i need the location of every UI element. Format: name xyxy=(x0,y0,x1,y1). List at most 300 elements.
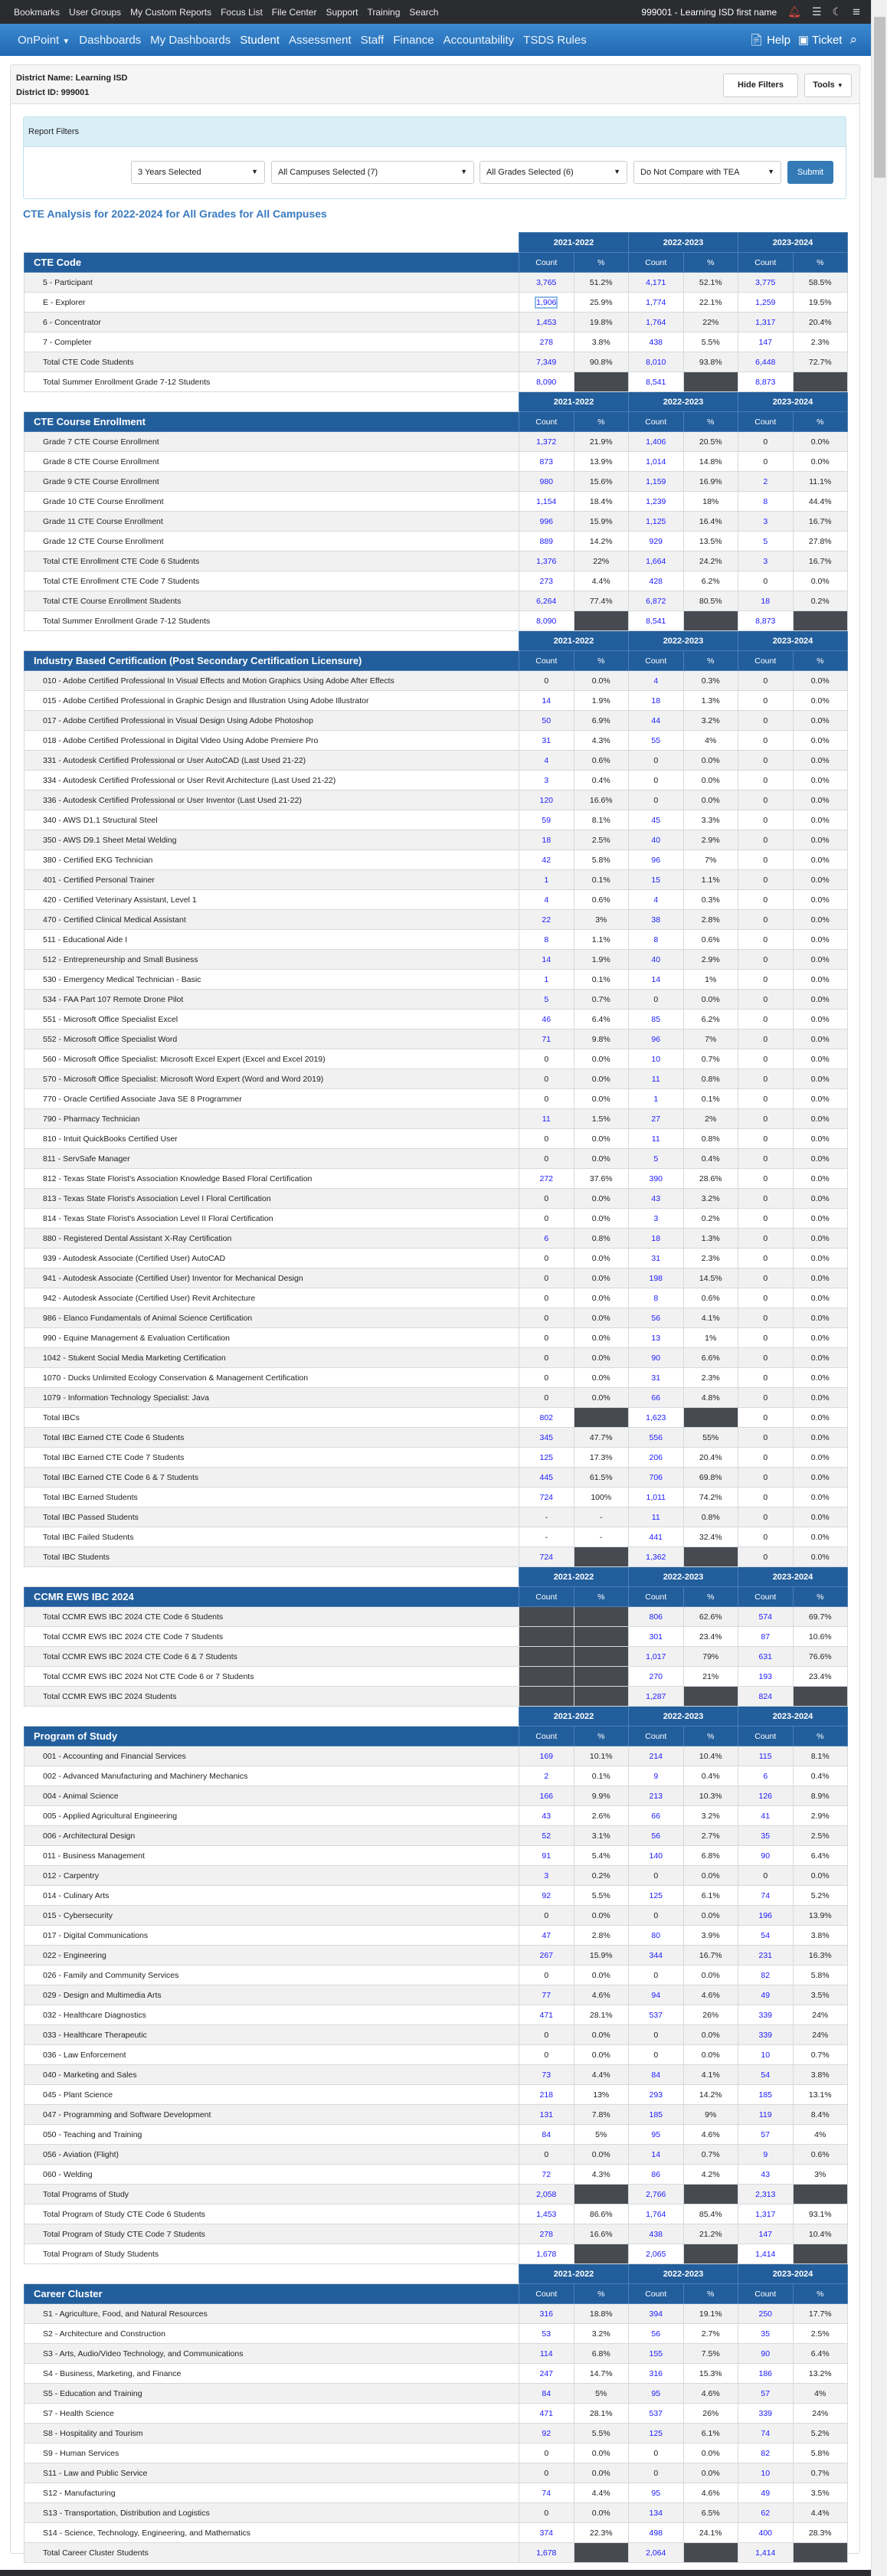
count-link[interactable]: 537 xyxy=(649,2408,663,2418)
count-link[interactable]: 1,317 xyxy=(755,317,776,327)
count-link[interactable]: 247 xyxy=(539,2368,554,2378)
count-link[interactable]: 214 xyxy=(649,1751,663,1761)
count-link[interactable]: 10 xyxy=(761,2468,771,2478)
topbar-support[interactable]: Support xyxy=(326,6,358,18)
percent-cell: 28.1% xyxy=(574,2005,629,2025)
count-column-header: Count xyxy=(629,1587,684,1607)
count-link[interactable]: 74 xyxy=(542,2488,552,2498)
count-link[interactable]: 90 xyxy=(761,2349,771,2358)
count-link[interactable]: 2,058 xyxy=(536,2189,557,2199)
count-cell xyxy=(519,1169,574,1189)
count-link[interactable]: 6,448 xyxy=(755,357,776,367)
count-cell: 0 xyxy=(738,731,794,751)
table-row xyxy=(25,890,848,910)
count-link[interactable]: 1,014 xyxy=(646,457,666,466)
percent-cell: 19.5% xyxy=(793,293,848,313)
topbar-search[interactable]: Search xyxy=(409,6,439,18)
row-label: 036 - Law Enforcement xyxy=(25,2045,519,2065)
topbar-bookmarks[interactable]: Bookmarks xyxy=(14,6,61,18)
count-link[interactable]: 66 xyxy=(651,1393,661,1403)
count-link[interactable]: 134 xyxy=(649,2508,663,2518)
count-link[interactable]: 193 xyxy=(758,1671,773,1681)
count-link[interactable]: 77 xyxy=(542,1990,552,2000)
count-link[interactable]: 74 xyxy=(761,2428,771,2438)
count-link[interactable]: 40 xyxy=(651,835,661,845)
count-link[interactable]: 125 xyxy=(649,2428,663,2438)
nav-onpoint[interactable] xyxy=(18,34,70,47)
count-link[interactable]: 8,090 xyxy=(536,616,557,626)
count-link[interactable]: 438 xyxy=(649,337,663,347)
count-link[interactable]: 339 xyxy=(758,2408,773,2418)
count-link[interactable]: 724 xyxy=(539,1552,554,1562)
count-link[interactable]: 125 xyxy=(539,1452,554,1462)
count-cell: 0 xyxy=(738,1408,794,1428)
count-link[interactable]: 631 xyxy=(758,1651,773,1661)
count-link[interactable]: 996 xyxy=(539,516,554,526)
count-link[interactable]: 196 xyxy=(758,1910,773,1920)
count-link[interactable]: 31 xyxy=(542,735,552,745)
count-link[interactable]: 1,453 xyxy=(536,2209,557,2219)
count-link[interactable]: 1,414 xyxy=(755,2548,776,2558)
count-link[interactable]: 2,766 xyxy=(646,2189,666,2199)
count-link[interactable]: 2,313 xyxy=(755,2189,776,2199)
percent-cell: 1.3% xyxy=(683,691,738,711)
count-link[interactable]: 5 xyxy=(544,994,549,1004)
count-link[interactable]: 57 xyxy=(761,2129,771,2139)
count-link[interactable]: 14 xyxy=(542,696,552,705)
count-link[interactable]: 10 xyxy=(651,1054,661,1064)
count-link[interactable]: 8 xyxy=(544,934,549,944)
tower-icon[interactable]: ☰ xyxy=(811,5,822,18)
count-link[interactable]: 14 xyxy=(542,954,552,964)
table-row xyxy=(25,571,848,591)
count-link[interactable]: 1,362 xyxy=(646,1552,666,1562)
nav-assessment[interactable]: Assessment xyxy=(288,33,352,47)
count-link[interactable]: 115 xyxy=(758,1751,772,1761)
count-link[interactable]: 556 xyxy=(649,1432,663,1442)
count-link[interactable]: 1,906 xyxy=(536,297,557,307)
count-link[interactable]: 3 xyxy=(763,516,768,526)
count-link[interactable]: 316 xyxy=(649,2368,663,2378)
count-link[interactable]: 3,765 xyxy=(536,277,557,287)
count-link[interactable]: 2 xyxy=(763,476,768,486)
count-link[interactable]: 169 xyxy=(539,1751,554,1761)
percent-cell: 18% xyxy=(683,492,738,512)
count-link[interactable]: 1,125 xyxy=(646,516,666,526)
count-link[interactable]: 1,011 xyxy=(646,1492,666,1502)
count-link[interactable]: 8 xyxy=(653,1293,659,1303)
count-link[interactable]: 471 xyxy=(539,2010,554,2020)
count-link[interactable]: 1,017 xyxy=(646,1651,666,1661)
count-link[interactable]: 71 xyxy=(542,1034,552,1044)
count-link[interactable]: 9 xyxy=(763,2149,768,2159)
count-cell: 0 xyxy=(738,1029,794,1049)
count-link[interactable]: 18 xyxy=(651,696,661,705)
count-link[interactable]: 155 xyxy=(649,2349,663,2358)
count-link[interactable]: 2,064 xyxy=(646,2548,666,2558)
count-link[interactable]: 22 xyxy=(542,915,552,925)
count-link[interactable]: 131 xyxy=(539,2110,554,2119)
count-link[interactable]: 873 xyxy=(539,457,554,466)
percent-cell: 10.6% xyxy=(793,1627,848,1647)
count-link[interactable]: 1,159 xyxy=(646,476,666,486)
count-link[interactable]: 1,678 xyxy=(536,2249,557,2259)
count-link[interactable]: 56 xyxy=(651,1831,661,1841)
count-link[interactable]: 6,872 xyxy=(646,596,666,606)
count-link[interactable]: 4,171 xyxy=(646,277,666,287)
count-link[interactable]: 50 xyxy=(542,715,552,725)
percent-cell: 55% xyxy=(683,1428,738,1448)
count-link[interactable]: 5 xyxy=(763,536,768,546)
count-cell xyxy=(629,1806,684,1826)
table-row xyxy=(25,1288,848,1308)
count-link[interactable]: 57 xyxy=(761,2388,771,2398)
count-link[interactable]: 125 xyxy=(649,1890,663,1900)
count-link[interactable]: 126 xyxy=(758,1791,773,1801)
count-link[interactable]: 84 xyxy=(542,2129,552,2139)
count-link[interactable]: 316 xyxy=(539,2309,554,2319)
count-link[interactable]: 3,775 xyxy=(755,277,776,287)
count-link[interactable]: 86 xyxy=(651,2169,661,2179)
count-link[interactable]: 95 xyxy=(651,2388,661,2398)
percent-cell: 16.4% xyxy=(683,512,738,532)
count-link[interactable]: 38 xyxy=(651,915,661,925)
count-link[interactable]: 92 xyxy=(542,2428,552,2438)
count-link[interactable]: 11 xyxy=(651,1134,660,1144)
nav-tsds-rules[interactable]: TSDS Rules xyxy=(523,33,587,47)
count-link[interactable]: 55 xyxy=(651,735,661,745)
count-link[interactable]: 293 xyxy=(649,2090,663,2100)
count-link[interactable]: 14 xyxy=(651,2149,661,2159)
count-link[interactable]: 90 xyxy=(651,1353,661,1363)
caret-down-icon: ▼ xyxy=(768,168,774,175)
count-link[interactable]: 82 xyxy=(761,2448,771,2458)
count-link[interactable]: 119 xyxy=(758,2110,772,2119)
count-link[interactable]: 18 xyxy=(761,596,771,606)
tools-dropdown[interactable] xyxy=(804,74,852,97)
count-cell: 0 xyxy=(519,2463,574,2483)
count-link[interactable]: 91 xyxy=(542,1851,552,1861)
count-link[interactable]: 267 xyxy=(539,1950,554,1960)
count-cell xyxy=(738,2384,794,2404)
count-link[interactable]: 8,873 xyxy=(755,616,776,626)
count-link[interactable]: 53 xyxy=(542,2329,552,2339)
scrollbar-thumb[interactable] xyxy=(874,17,885,178)
count-link[interactable]: 166 xyxy=(539,1791,554,1801)
count-link[interactable]: 31 xyxy=(651,1253,661,1263)
count-link[interactable]: 1 xyxy=(653,1094,659,1104)
topbar-file-center[interactable]: File Center xyxy=(271,6,317,18)
page-scrollbar[interactable] xyxy=(871,0,887,2576)
count-link[interactable]: 2 xyxy=(544,1771,549,1781)
count-link[interactable]: 84 xyxy=(542,2388,552,2398)
count-link[interactable]: 9 xyxy=(653,1771,659,1781)
blank-cell xyxy=(25,2264,519,2284)
count-link[interactable]: 1 xyxy=(544,974,549,984)
count-link[interactable]: 445 xyxy=(539,1472,554,1482)
count-link[interactable]: 94 xyxy=(651,1990,661,2000)
count-link[interactable]: 66 xyxy=(651,1811,661,1821)
count-link[interactable]: 10 xyxy=(761,2050,771,2060)
percent-cell: 15.3% xyxy=(683,2364,738,2384)
count-link[interactable]: 6,264 xyxy=(536,596,557,606)
count-link[interactable]: 4 xyxy=(653,895,659,905)
topbar-user-groups[interactable]: User Groups xyxy=(69,6,122,18)
count-link[interactable]: 120 xyxy=(539,795,554,805)
count-link[interactable]: 3 xyxy=(544,1871,549,1880)
ticket-link[interactable] xyxy=(798,33,843,47)
count-link[interactable]: 11 xyxy=(651,1074,660,1084)
nav-my-dashboards[interactable]: My Dashboards xyxy=(150,33,231,47)
count-link[interactable]: 185 xyxy=(758,2090,773,2100)
percent-cell: 0.2% xyxy=(574,1866,629,1886)
percent-cell: 0.0% xyxy=(683,2025,738,2045)
count-link[interactable]: 344 xyxy=(649,1950,663,1960)
search-icon[interactable]: ⌕ xyxy=(849,32,857,47)
count-link[interactable]: 95 xyxy=(651,2129,661,2139)
count-link[interactable]: 43 xyxy=(542,1811,552,1821)
count-link[interactable]: 1,259 xyxy=(755,297,776,307)
count-link[interactable]: 82 xyxy=(761,1970,771,1980)
count-link[interactable]: 59 xyxy=(542,815,552,825)
count-cell xyxy=(519,2424,574,2443)
count-link[interactable]: 272 xyxy=(539,1173,554,1183)
count-link[interactable]: 198 xyxy=(649,1273,663,1283)
count-link[interactable]: 49 xyxy=(761,2488,771,2498)
count-link[interactable]: 394 xyxy=(649,2309,663,2319)
submit-button[interactable]: Submit xyxy=(787,161,833,184)
count-link[interactable]: 95 xyxy=(651,2488,661,2498)
count-link[interactable]: 400 xyxy=(758,2528,773,2538)
count-link[interactable]: 537 xyxy=(649,2010,663,2020)
count-link[interactable]: 96 xyxy=(651,855,661,865)
count-link[interactable]: 441 xyxy=(649,1532,663,1542)
count-link[interactable]: 31 xyxy=(651,1373,661,1383)
count-link[interactable]: 46 xyxy=(542,1014,552,1024)
count-link[interactable]: 1,774 xyxy=(646,297,666,307)
count-link[interactable]: 84 xyxy=(651,2070,661,2080)
count-link[interactable]: 56 xyxy=(651,1313,661,1323)
count-link[interactable]: 4 xyxy=(544,895,549,905)
count-link[interactable]: 1,664 xyxy=(646,556,666,566)
count-link[interactable]: 278 xyxy=(539,2229,554,2239)
topbar-my-custom-reports[interactable]: My Custom Reports xyxy=(130,6,212,18)
count-link[interactable]: 96 xyxy=(651,1034,661,1044)
count-link[interactable]: 18 xyxy=(542,835,552,845)
count-link[interactable]: 72 xyxy=(542,2169,552,2179)
count-cell xyxy=(519,1846,574,1866)
count-link[interactable]: 85 xyxy=(651,1014,661,1024)
count-link[interactable]: 8 xyxy=(763,496,768,506)
count-link[interactable]: 1,406 xyxy=(646,437,666,447)
count-link[interactable]: 8,090 xyxy=(536,377,557,387)
count-link[interactable]: 980 xyxy=(539,476,554,486)
nav-accountability[interactable]: Accountability xyxy=(443,33,515,47)
count-link[interactable]: 1,764 xyxy=(646,2209,666,2219)
count-column-header: Count xyxy=(738,2284,794,2304)
count-link[interactable]: 49 xyxy=(761,1990,771,2000)
table-row xyxy=(25,273,848,293)
count-link[interactable]: 824 xyxy=(758,1691,773,1701)
count-link[interactable]: 14 xyxy=(651,974,661,984)
empty-cell xyxy=(574,1547,629,1567)
count-link[interactable]: 471 xyxy=(539,2408,554,2418)
years-select[interactable] xyxy=(131,161,265,184)
count-link[interactable]: 1,623 xyxy=(646,1412,666,1422)
count-link[interactable]: 8,541 xyxy=(646,377,666,387)
count-link[interactable]: 806 xyxy=(649,1612,663,1622)
count-link[interactable]: 114 xyxy=(539,2349,553,2358)
count-link[interactable]: 41 xyxy=(761,1811,771,1821)
count-link[interactable]: 11 xyxy=(542,1114,551,1124)
count-link[interactable]: 301 xyxy=(649,1632,663,1642)
count-link[interactable]: 13 xyxy=(651,1333,661,1343)
count-link[interactable]: 56 xyxy=(651,2329,661,2339)
count-link[interactable]: 1,376 xyxy=(536,556,557,566)
count-link[interactable]: 52 xyxy=(542,1831,552,1841)
count-link[interactable]: 4 xyxy=(544,755,549,765)
help-link[interactable] xyxy=(749,33,790,47)
count-link[interactable]: 1,372 xyxy=(536,437,557,447)
count-link[interactable]: 186 xyxy=(758,2368,773,2378)
hide-filters-button[interactable]: Hide Filters xyxy=(723,74,798,97)
topbar-training[interactable]: Training xyxy=(367,6,401,18)
count-link[interactable]: 1,764 xyxy=(646,317,666,327)
count-link[interactable]: 8 xyxy=(653,934,659,944)
count-link[interactable]: 206 xyxy=(649,1452,663,1462)
count-link[interactable]: 250 xyxy=(758,2309,773,2319)
count-link[interactable]: 11 xyxy=(651,1512,660,1522)
count-link[interactable]: 42 xyxy=(542,855,552,865)
count-link[interactable]: 706 xyxy=(649,1472,663,1482)
count-link[interactable]: 90 xyxy=(761,1851,771,1861)
user-menu[interactable]: 999001 - Learning ISD first name xyxy=(641,6,777,18)
count-link[interactable]: 428 xyxy=(649,576,663,586)
count-link[interactable]: 40 xyxy=(651,954,661,964)
count-link[interactable]: 35 xyxy=(761,1831,771,1841)
count-link[interactable]: 27 xyxy=(651,1114,661,1124)
count-link[interactable]: 3 xyxy=(763,556,768,566)
count-link[interactable]: 3 xyxy=(653,1213,659,1223)
count-link[interactable]: 802 xyxy=(539,1412,554,1422)
count-link[interactable]: 374 xyxy=(539,2528,554,2538)
count-link[interactable]: 574 xyxy=(758,1612,773,1622)
count-link[interactable]: 73 xyxy=(542,2070,552,2080)
count-link[interactable]: 8,010 xyxy=(646,357,666,367)
count-link[interactable]: 1,414 xyxy=(755,2249,776,2259)
count-link[interactable]: 62 xyxy=(761,2508,771,2518)
count-cell xyxy=(629,1209,684,1229)
count-link[interactable]: 390 xyxy=(649,1173,663,1183)
percent-cell: 7% xyxy=(683,850,738,870)
count-link[interactable]: 4 xyxy=(653,676,659,686)
count-link[interactable]: 270 xyxy=(649,1671,663,1681)
count-link[interactable]: 54 xyxy=(761,1930,771,1940)
bell-icon[interactable]: 🔔︎ xyxy=(787,5,801,18)
count-link[interactable]: 8,873 xyxy=(755,377,776,387)
district-header xyxy=(11,65,859,104)
count-link[interactable]: 15 xyxy=(651,875,661,885)
count-link[interactable]: 43 xyxy=(761,2169,771,2179)
count-cell xyxy=(738,492,794,512)
count-link[interactable]: 35 xyxy=(761,2329,771,2339)
count-link[interactable]: 438 xyxy=(649,2229,663,2239)
count-link[interactable]: 889 xyxy=(539,536,554,546)
nav-staff[interactable]: Staff xyxy=(360,33,385,47)
count-link[interactable]: 147 xyxy=(758,337,773,347)
count-link[interactable]: 74 xyxy=(761,1890,771,1900)
count-link[interactable]: 1,239 xyxy=(646,496,666,506)
count-link[interactable]: 43 xyxy=(651,1193,661,1203)
moon-icon[interactable]: ☾ xyxy=(832,5,843,18)
count-link[interactable]: 278 xyxy=(539,337,554,347)
count-link[interactable]: 80 xyxy=(651,1930,661,1940)
count-link[interactable]: 345 xyxy=(539,1432,554,1442)
compare-select[interactable] xyxy=(633,161,781,184)
count-link[interactable]: 140 xyxy=(649,1851,663,1861)
count-link[interactable]: 929 xyxy=(649,536,663,546)
nav-student[interactable]: Student xyxy=(240,33,280,47)
percent-cell: 77.4% xyxy=(574,591,629,611)
count-cell xyxy=(738,472,794,492)
count-cell xyxy=(629,1468,684,1488)
nav-finance[interactable]: Finance xyxy=(393,33,434,47)
nav-dashboards[interactable]: Dashboards xyxy=(79,33,142,47)
count-link[interactable]: 54 xyxy=(761,2070,771,2080)
percent-cell: 0.0% xyxy=(574,1268,629,1288)
count-link[interactable]: 5 xyxy=(653,1154,659,1164)
count-link[interactable]: 3 xyxy=(544,775,549,785)
count-link[interactable]: 231 xyxy=(758,1950,773,1960)
count-link[interactable]: 724 xyxy=(539,1492,554,1502)
count-link[interactable]: 147 xyxy=(758,2229,773,2239)
count-link[interactable]: 6 xyxy=(544,1233,549,1243)
count-link[interactable]: 2,065 xyxy=(646,2249,666,2259)
grades-select[interactable] xyxy=(480,161,627,184)
count-link[interactable]: 1,317 xyxy=(755,2209,776,2219)
count-link[interactable]: 45 xyxy=(651,815,661,825)
count-link[interactable]: 273 xyxy=(539,576,554,586)
count-link[interactable]: 185 xyxy=(649,2110,663,2119)
count-link[interactable]: 6 xyxy=(763,1771,768,1781)
count-link[interactable]: 1,453 xyxy=(536,317,557,327)
count-link[interactable]: 1,154 xyxy=(536,496,557,506)
topbar-focus-list[interactable]: Focus List xyxy=(221,6,263,18)
count-link[interactable]: 47 xyxy=(542,1930,552,1940)
percent-cell: 5.8% xyxy=(793,1966,848,1985)
count-link[interactable]: 339 xyxy=(758,2030,773,2040)
count-link[interactable]: 218 xyxy=(539,2090,554,2100)
percent-cell: 0.0% xyxy=(683,2443,738,2463)
count-link[interactable]: 1,287 xyxy=(646,1691,666,1701)
count-link[interactable]: 18 xyxy=(651,1233,661,1243)
count-link[interactable]: 44 xyxy=(651,715,661,725)
count-cell: - xyxy=(519,1527,574,1547)
count-link[interactable]: 1 xyxy=(544,875,549,885)
count-link[interactable]: 1,678 xyxy=(536,2548,557,2558)
count-link[interactable]: 8,541 xyxy=(646,616,666,626)
campuses-select[interactable] xyxy=(271,161,474,184)
count-link[interactable]: 498 xyxy=(649,2528,663,2538)
hamburger-menu-icon[interactable]: ≡ xyxy=(853,4,860,19)
count-link[interactable]: 7,349 xyxy=(536,357,557,367)
count-link[interactable]: 339 xyxy=(758,2010,773,2020)
empty-cell xyxy=(574,2244,629,2264)
count-link[interactable]: 213 xyxy=(649,1791,663,1801)
count-link[interactable]: 92 xyxy=(542,1890,552,1900)
table-row xyxy=(25,1069,848,1089)
count-link[interactable]: 87 xyxy=(761,1632,771,1642)
